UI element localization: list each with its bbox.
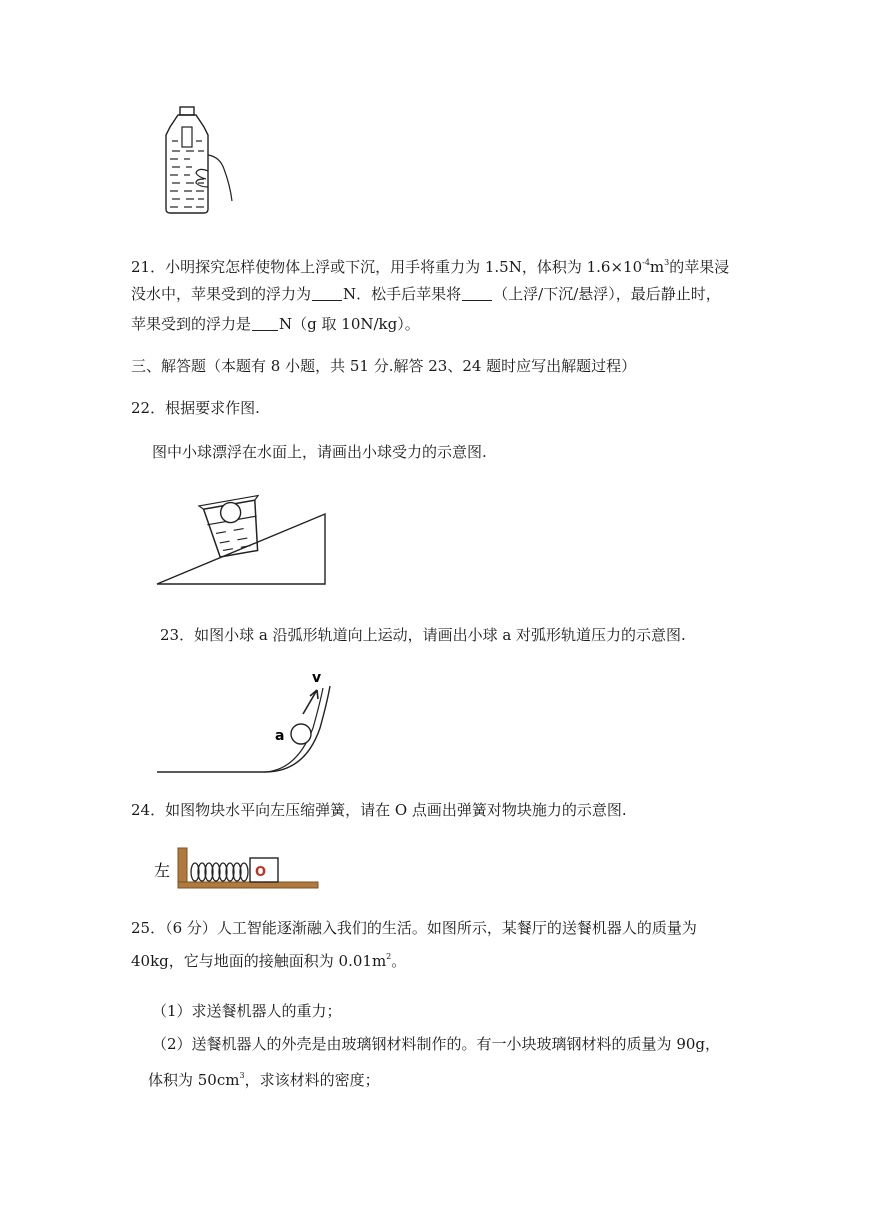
q25-sub-1: （1）求送餐机器人的重力； — [152, 1002, 342, 1020]
point-o-label: O — [255, 865, 267, 880]
q21-text: 苹果受到的浮力是 — [131, 315, 252, 333]
q21-text-end: 的苹果浸 — [669, 258, 730, 276]
blank-1[interactable] — [312, 286, 342, 301]
spring-block-figure — [150, 846, 320, 892]
q23-text: 23．如图小球 a 沿弧形轨道向上运动，请画出小球 a 对弧形轨道压力的示意图. — [160, 626, 686, 644]
q21-text: N（g 取 10N/kg）。 — [279, 315, 420, 333]
q25-sub-2-line-1: （2）送餐机器人的外壳是由玻璃钢材料制作的。有一小块玻璃钢材料的质量为 90g， — [152, 1035, 721, 1053]
left-label: 左 — [154, 861, 171, 880]
q21-line-1 — [131, 253, 729, 277]
section-3-heading: 三、解答题（本题有 8 小题，共 51 分.解答 23、24 题时应写出解题过程） — [131, 357, 637, 375]
q21-line-3 — [131, 314, 420, 334]
blank-3[interactable] — [252, 316, 278, 331]
q22-text: 图中小球漂浮在水面上，请画出小球受力的示意图. — [152, 443, 487, 461]
arc-track-figure — [155, 668, 340, 778]
q25-text: ，求该材料的密度； — [244, 1071, 380, 1089]
incline-cup-figure — [155, 498, 330, 588]
q21-text: 21．小明探究怎样使物体上浮或下沉，用手将重力为 1.5N，体积为 1.6×10 — [131, 258, 643, 276]
ball-label: a — [275, 728, 285, 744]
q22-title: 22．根据要求作图. — [131, 399, 260, 417]
bottle-figure — [160, 105, 240, 215]
q25-text: 体积为 50cm — [148, 1071, 240, 1089]
q24-text: 24．如图物块水平向左压缩弹簧，请在 O 点画出弹簧对物块施力的示意图. — [131, 801, 627, 819]
q21-unit-exponent: 3 — [664, 258, 670, 267]
q25-sub-2-line-2 — [148, 1066, 380, 1090]
q21-unit: m — [649, 258, 665, 276]
q25-line-1: 25．（6 分）人工智能逐渐融入我们的生活。如图所示，某餐厅的送餐机器人的质量为 — [131, 919, 697, 937]
q21-text: N．松手后苹果将 — [343, 285, 462, 303]
q21-exponent: -4 — [642, 258, 650, 267]
q21-line-2 — [131, 284, 721, 304]
q21-text: （上浮/下沉/悬浮），最后静止时， — [493, 285, 721, 303]
q21-text: 没水中，苹果受到的浮力为 — [131, 285, 312, 303]
velocity-label: v — [312, 670, 322, 686]
q25-text: 40kg，它与地面的接触面积为 0.01m — [131, 952, 387, 970]
q25-line-2 — [131, 947, 406, 971]
q25-text: 。 — [391, 952, 407, 970]
q25-exponent: 3 — [239, 1071, 245, 1080]
blank-2[interactable] — [462, 286, 492, 301]
q25-exponent: 2 — [386, 952, 392, 961]
